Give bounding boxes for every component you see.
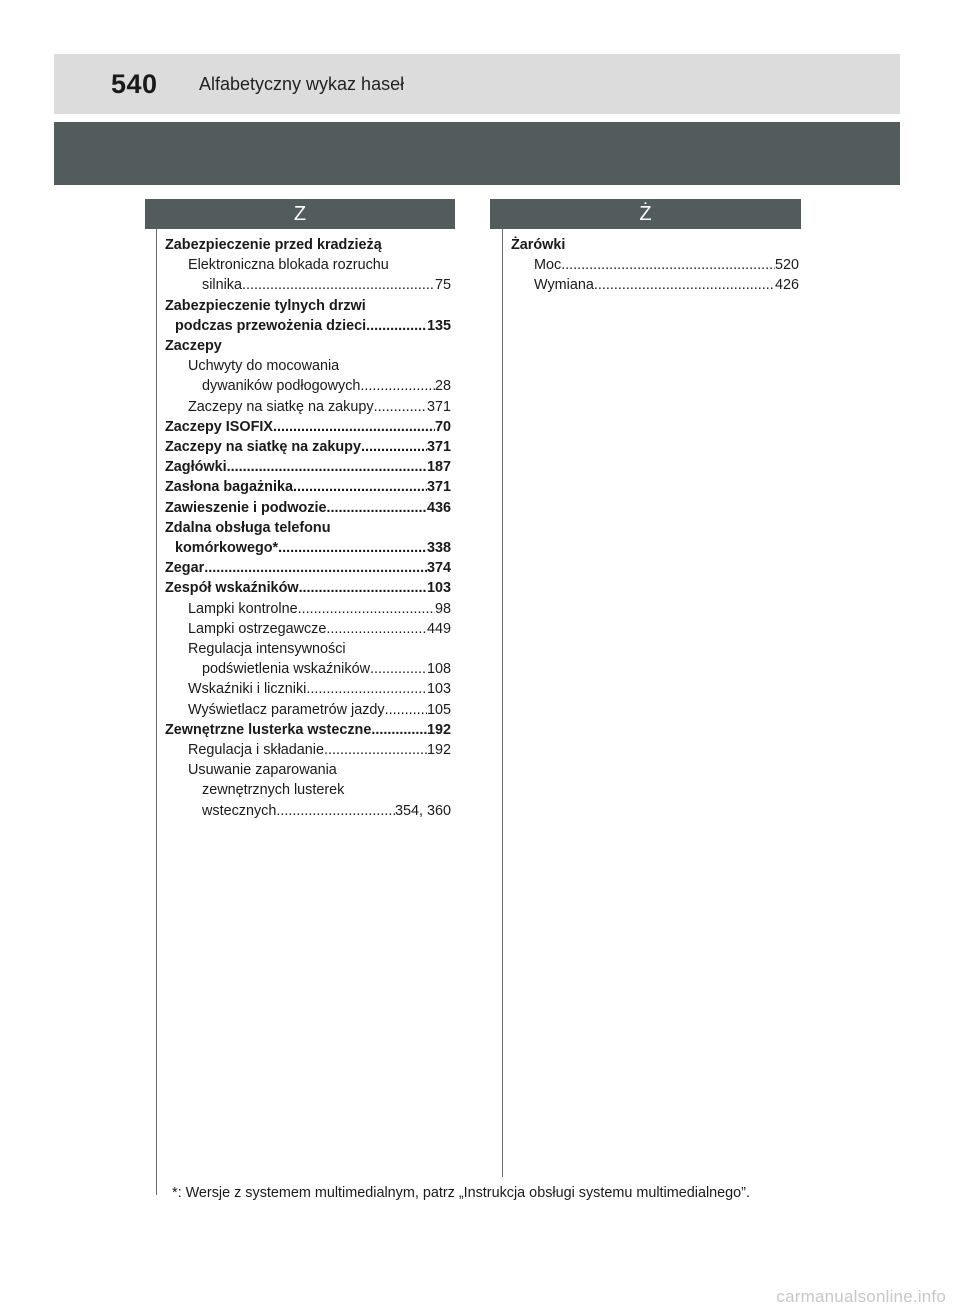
index-entry-page: 426 [774, 277, 799, 294]
index-entry [165, 417, 451, 437]
index-entry-page: 98 [434, 600, 451, 617]
index-entry-page: 103 [426, 580, 451, 597]
index-entry [165, 255, 451, 275]
index-entry-page: 108 [426, 661, 451, 678]
index-entry-page: 103 [426, 681, 451, 698]
index-entry [165, 599, 451, 619]
index-entry [511, 255, 799, 275]
index-entry [165, 336, 451, 356]
index-entry-page: 192 [426, 721, 451, 738]
header-band [54, 122, 900, 185]
dot-leader [278, 538, 427, 558]
index-entry [165, 740, 451, 760]
index-entry-page: 338 [426, 540, 451, 557]
index-entry [165, 801, 451, 821]
page-number: 540 [111, 68, 158, 99]
index-entry [165, 619, 451, 639]
dot-leader [293, 477, 427, 497]
page-header [54, 54, 900, 114]
section-letter-z-dot: Ż [490, 199, 801, 229]
index-entry-text: Zabezpieczenie przed kradzieżą [165, 237, 382, 253]
index-entry [165, 397, 451, 417]
index-entry-text: podczas przewożenia dzieci [175, 317, 367, 334]
index-entry [165, 477, 451, 497]
index-entry-text: Uchwyty do mocowania [188, 358, 340, 375]
dot-leader [374, 397, 427, 417]
index-entry-text: Zasłona bagażnika [165, 479, 293, 496]
index-entry-text: Wskaźniki i liczniki [188, 681, 307, 698]
index-entry [165, 356, 451, 376]
index-entry-text: Zewnętrzne lusterka wsteczne [165, 721, 372, 738]
index-entry [165, 316, 451, 336]
index-entry [165, 235, 451, 255]
index-entry-text: Zegar [165, 560, 205, 577]
index-entry [165, 437, 451, 457]
index-entry-page: 520 [774, 257, 799, 274]
index-entry-text: Wymiana [534, 277, 594, 294]
section-letter-z: Z [145, 199, 455, 229]
dot-leader [371, 720, 427, 740]
index-entry-page: 28 [434, 378, 451, 395]
index-entry [165, 538, 451, 558]
index-entry-text: Zespół wskaźników [165, 580, 299, 597]
index-entry-page: 449 [426, 620, 451, 637]
index-entry [165, 275, 451, 295]
index-entry [511, 235, 799, 255]
dot-leader [327, 498, 427, 518]
index-entry-page: 354, 360 [394, 802, 451, 819]
index-entry-text: zewnętrznych lusterek [202, 782, 345, 799]
index-entry [165, 498, 451, 518]
index-entry [165, 296, 451, 316]
dot-leader [360, 376, 435, 396]
index-entry-page: 371 [426, 398, 451, 415]
dot-leader [361, 437, 427, 457]
dot-leader [298, 599, 435, 619]
index-entry-text: Zaczepy ISOFIX [165, 418, 273, 435]
index-entry [165, 376, 451, 396]
index-entry-text: silnika [202, 277, 242, 294]
index-entry-text: Zaczepy na siatkę na zakupy [165, 439, 361, 456]
index-entry [165, 720, 451, 740]
index-column-right [511, 235, 799, 296]
index-entry-text: Regulacja i składanie [188, 742, 324, 759]
index-entry [165, 780, 451, 800]
dot-leader [299, 578, 427, 598]
index-entry [165, 679, 451, 699]
index-entry-text: Żarówki [511, 237, 566, 253]
dot-leader [273, 417, 435, 437]
index-entry-text: dywaników podłogowych [202, 378, 361, 395]
index-entry-text: Zawieszenie i podwozie [165, 499, 327, 516]
index-entry-text: Moc [534, 257, 562, 274]
page-title: Alfabetyczny wykaz haseł [199, 73, 405, 94]
dot-leader [242, 275, 435, 295]
index-entry-text: wstecznych [202, 802, 277, 819]
dot-leader [227, 457, 427, 477]
dot-leader [326, 619, 427, 639]
index-entry [165, 700, 451, 720]
index-entry-text: Zdalna obsługa telefonu [165, 519, 331, 536]
index-entry [511, 275, 799, 295]
index-entry-text: komórkowego* [175, 540, 279, 557]
index-entry-text: Elektroniczna blokada rozruchu [188, 257, 389, 274]
index-entry-page: 70 [434, 418, 451, 435]
index-entry [165, 457, 451, 477]
index-entry-text: Usuwanie zaparowania [188, 762, 337, 779]
dot-leader [370, 659, 427, 679]
index-entry-text: Zagłówki [165, 459, 227, 476]
dot-leader [594, 275, 775, 295]
index-entry-page: 75 [434, 277, 451, 294]
index-entry-page: 105 [426, 701, 451, 718]
index-entry-page: 371 [426, 439, 451, 456]
index-entry-page: 135 [426, 317, 451, 334]
column-divider-right [502, 229, 503, 1177]
index-entry-text: Lampki kontrolne [188, 600, 298, 617]
index-entry-page: 371 [426, 479, 451, 496]
dot-leader [324, 740, 427, 760]
index-entry-text: Lampki ostrzegawcze [188, 620, 327, 637]
watermark: carmanualsonline.info [776, 1287, 946, 1306]
index-entry-page: 436 [426, 499, 451, 516]
dot-leader [306, 679, 427, 699]
index-entry [165, 518, 451, 538]
index-entry [165, 760, 451, 780]
index-entry [165, 578, 451, 598]
index-entry-page: 187 [426, 459, 451, 476]
dot-leader [385, 700, 427, 720]
index-entry [165, 659, 451, 679]
footnote: *: Wersje z systemem multimedialnym, patrz „Instrukcja obsługi systemu multimedialnego”. [172, 1185, 750, 1201]
index-entry-page: 374 [426, 560, 451, 577]
index-entry-text: Zaczepy na siatkę na zakupy [188, 398, 374, 415]
index-entry-text: Wyświetlacz parametrów jazdy [188, 701, 385, 718]
dot-leader [204, 558, 427, 578]
index-entry-text: Regulacja intensywności [188, 641, 346, 658]
column-divider-left [156, 229, 157, 1195]
index-entry [165, 558, 451, 578]
index-column-left [165, 235, 451, 821]
index-entry-page: 192 [426, 742, 451, 759]
index-entry-text: podświetlenia wskaźników [202, 661, 370, 678]
index-entry [165, 639, 451, 659]
index-entry-text: Zaczepy [165, 338, 222, 355]
index-entry-text: Zabezpieczenie tylnych drzwi [165, 297, 366, 314]
dot-leader [561, 255, 775, 275]
dot-leader [276, 801, 395, 821]
dot-leader [366, 316, 427, 336]
